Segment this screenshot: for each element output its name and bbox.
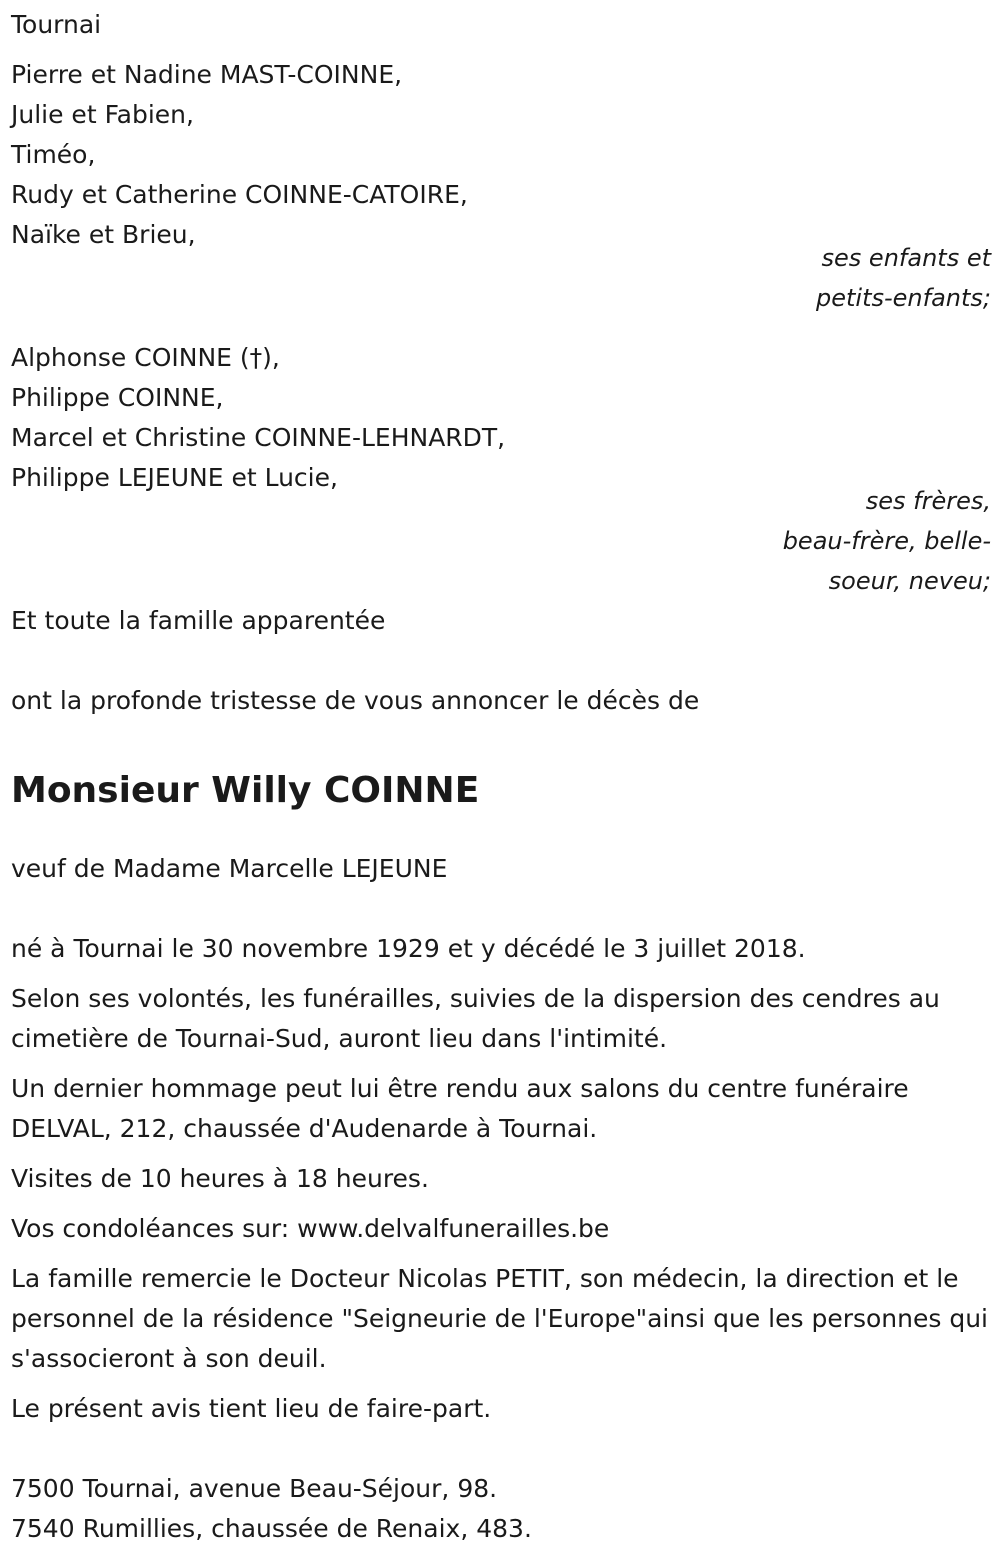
children-line: Julie et Fabien, <box>11 100 194 129</box>
siblings-role-line: soeur, neveu; <box>828 567 991 595</box>
homage-paragraph: Un dernier hommage peut lui être rendu aux salons du centre funéraire DELVAL, 212, chaussée d'Audenarde à Tournai. <box>11 1074 909 1143</box>
deceased-name: Monsieur Willy COINNE <box>11 770 480 811</box>
sibling-line: Alphonse COINNE (†), <box>11 343 280 372</box>
city-label: Tournai <box>11 10 102 39</box>
birth-death-line: né à Tournai le 30 novembre 1929 et y décédé le 3 juillet 2018. <box>11 934 806 963</box>
thanks-paragraph: La famille remercie le Docteur Nicolas PETIT, son médecin, la direction et le personnel de la résidence "Seigneurie de l'Europe"ainsi que les personnes qui s'associeront à son deuil. <box>11 1264 989 1373</box>
announcement-line: ont la profonde tristesse de vous annoncer le décès de <box>11 686 700 715</box>
children-line: Timéo, <box>11 140 96 169</box>
family-line: Et toute la famille apparentée <box>11 606 386 635</box>
sibling-line: Philippe COINNE, <box>11 383 224 412</box>
funeral-paragraph: Selon ses volontés, les funérailles, suivies de la dispersion des cendres au cimetière de Tournai-Sud, auront lieu dans l'intimité. <box>11 984 940 1053</box>
siblings-role-line: beau-frère, belle- <box>782 527 991 555</box>
address-line: 7540 Rumillies, chaussée de Renaix, 483. <box>11 1514 532 1543</box>
children-role-line: petits-enfants; <box>816 284 991 312</box>
children-line: Naïke et Brieu, <box>11 220 196 249</box>
address-line: 7500 Tournai, avenue Beau-Séjour, 98. <box>11 1474 498 1503</box>
sibling-line: Philippe LEJEUNE et Lucie, <box>11 463 338 492</box>
notice-line: Le présent avis tient lieu de faire-part. <box>11 1394 492 1423</box>
sibling-line: Marcel et Christine COINNE-LEHNARDT, <box>11 423 506 452</box>
siblings-role-line: ses frères, <box>865 487 991 515</box>
obituary-notice <box>11 0 991 1549</box>
condolences-line: Vos condoléances sur: www.delvalfunerailles.be <box>11 1214 610 1243</box>
widower-line: veuf de Madame Marcelle LEJEUNE <box>11 854 448 883</box>
addresses <box>11 1469 991 1549</box>
visits-line: Visites de 10 heures à 18 heures. <box>11 1164 429 1193</box>
siblings-list <box>11 338 991 498</box>
children-line: Rudy et Catherine COINNE-CATOIRE, <box>11 180 468 209</box>
children-list <box>11 55 991 255</box>
children-line: Pierre et Nadine MAST-COINNE, <box>11 60 403 89</box>
siblings-role <box>11 481 991 601</box>
children-role-line: ses enfants et <box>821 244 991 272</box>
